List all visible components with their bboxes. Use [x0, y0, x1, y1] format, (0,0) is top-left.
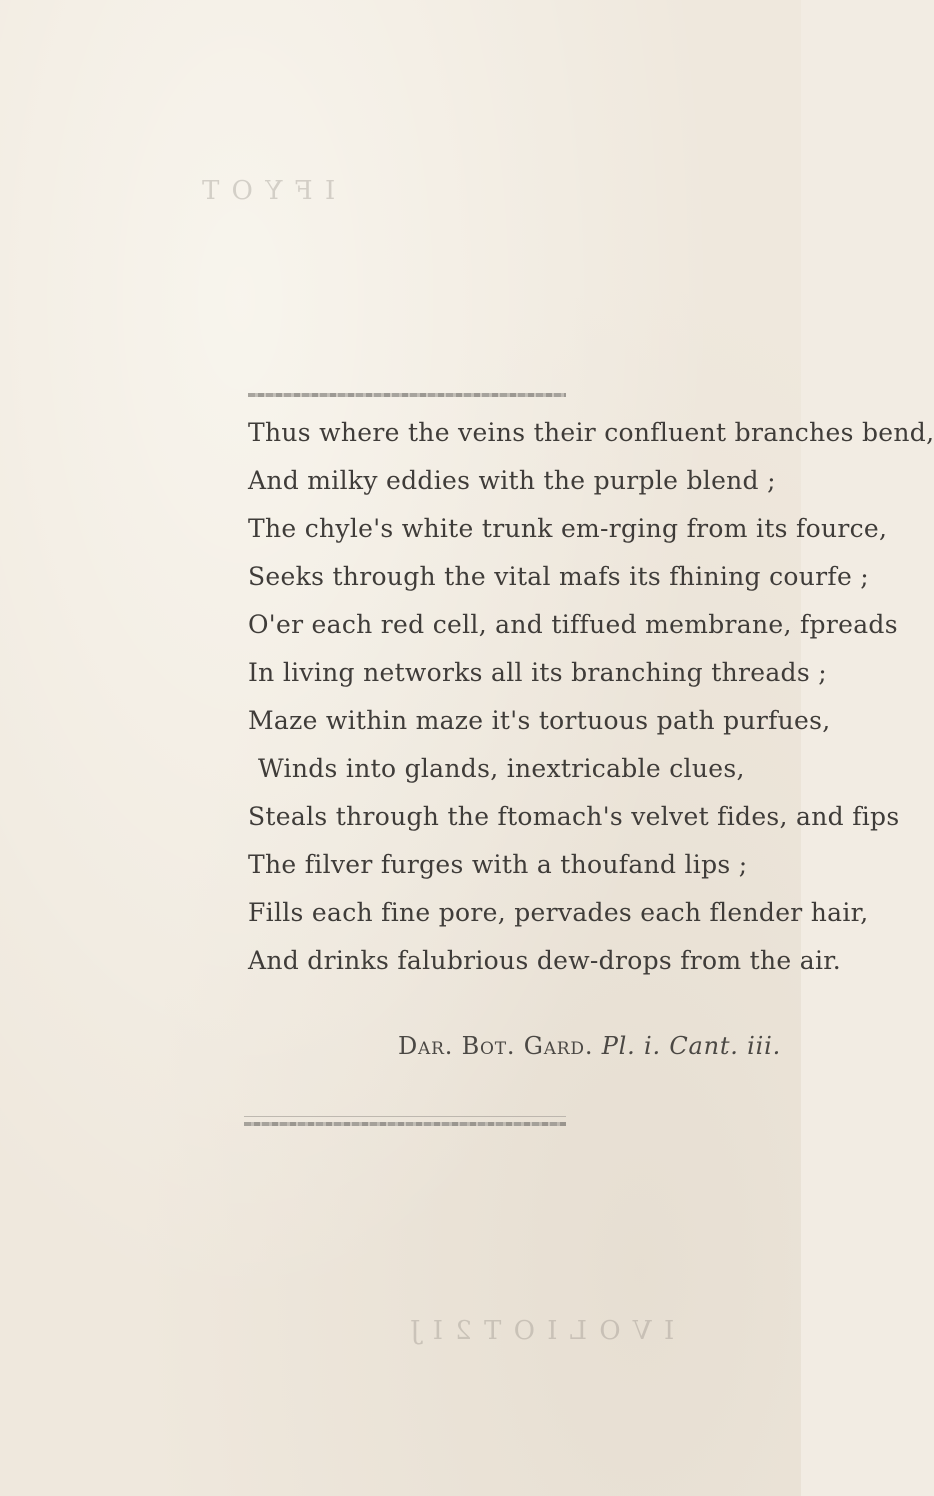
poem-line: Seeks through the vital mafs its fhining courfe ;	[248, 562, 870, 591]
poem-line: In living networks all its branching threads ;	[248, 658, 827, 687]
bottom-thin-rule	[244, 1116, 566, 1117]
poem-line: The filver furges with a thoufand lips ;	[248, 850, 748, 879]
bottom-rule	[244, 1122, 566, 1126]
poem-line: O'er each red cell, and tiffued membrane, fpreads	[248, 610, 898, 639]
poem-line: Thus where the veins their confluent branches bend,	[248, 418, 934, 447]
show-through-text-bottom: I V O L I O T 2 I J	[408, 1316, 675, 1346]
poem-line: Steals through the ftomach's velvet fides, and fips	[248, 802, 900, 831]
attribution-reference: Pl. i. Cant. iii.	[601, 1032, 782, 1060]
poem-line: And drinks falubrious dew-drops from the air.	[248, 946, 841, 975]
attribution	[398, 1032, 781, 1060]
poem-line: Fills each fine pore, pervades each flender hair,	[248, 898, 869, 927]
poem-line: The chyle's white trunk em-rging from its fource,	[248, 514, 888, 543]
show-through-text-top: I F Y O T	[200, 176, 336, 206]
poem-line: Winds into glands, inextricable clues,	[258, 754, 745, 783]
poem-line: And milky eddies with the purple blend ;	[248, 466, 776, 495]
top-rule	[248, 393, 566, 397]
attribution-source: Dar. Bot. Gard.	[398, 1032, 594, 1060]
poem-line: Maze within maze it's tortuous path purfues,	[248, 706, 831, 735]
